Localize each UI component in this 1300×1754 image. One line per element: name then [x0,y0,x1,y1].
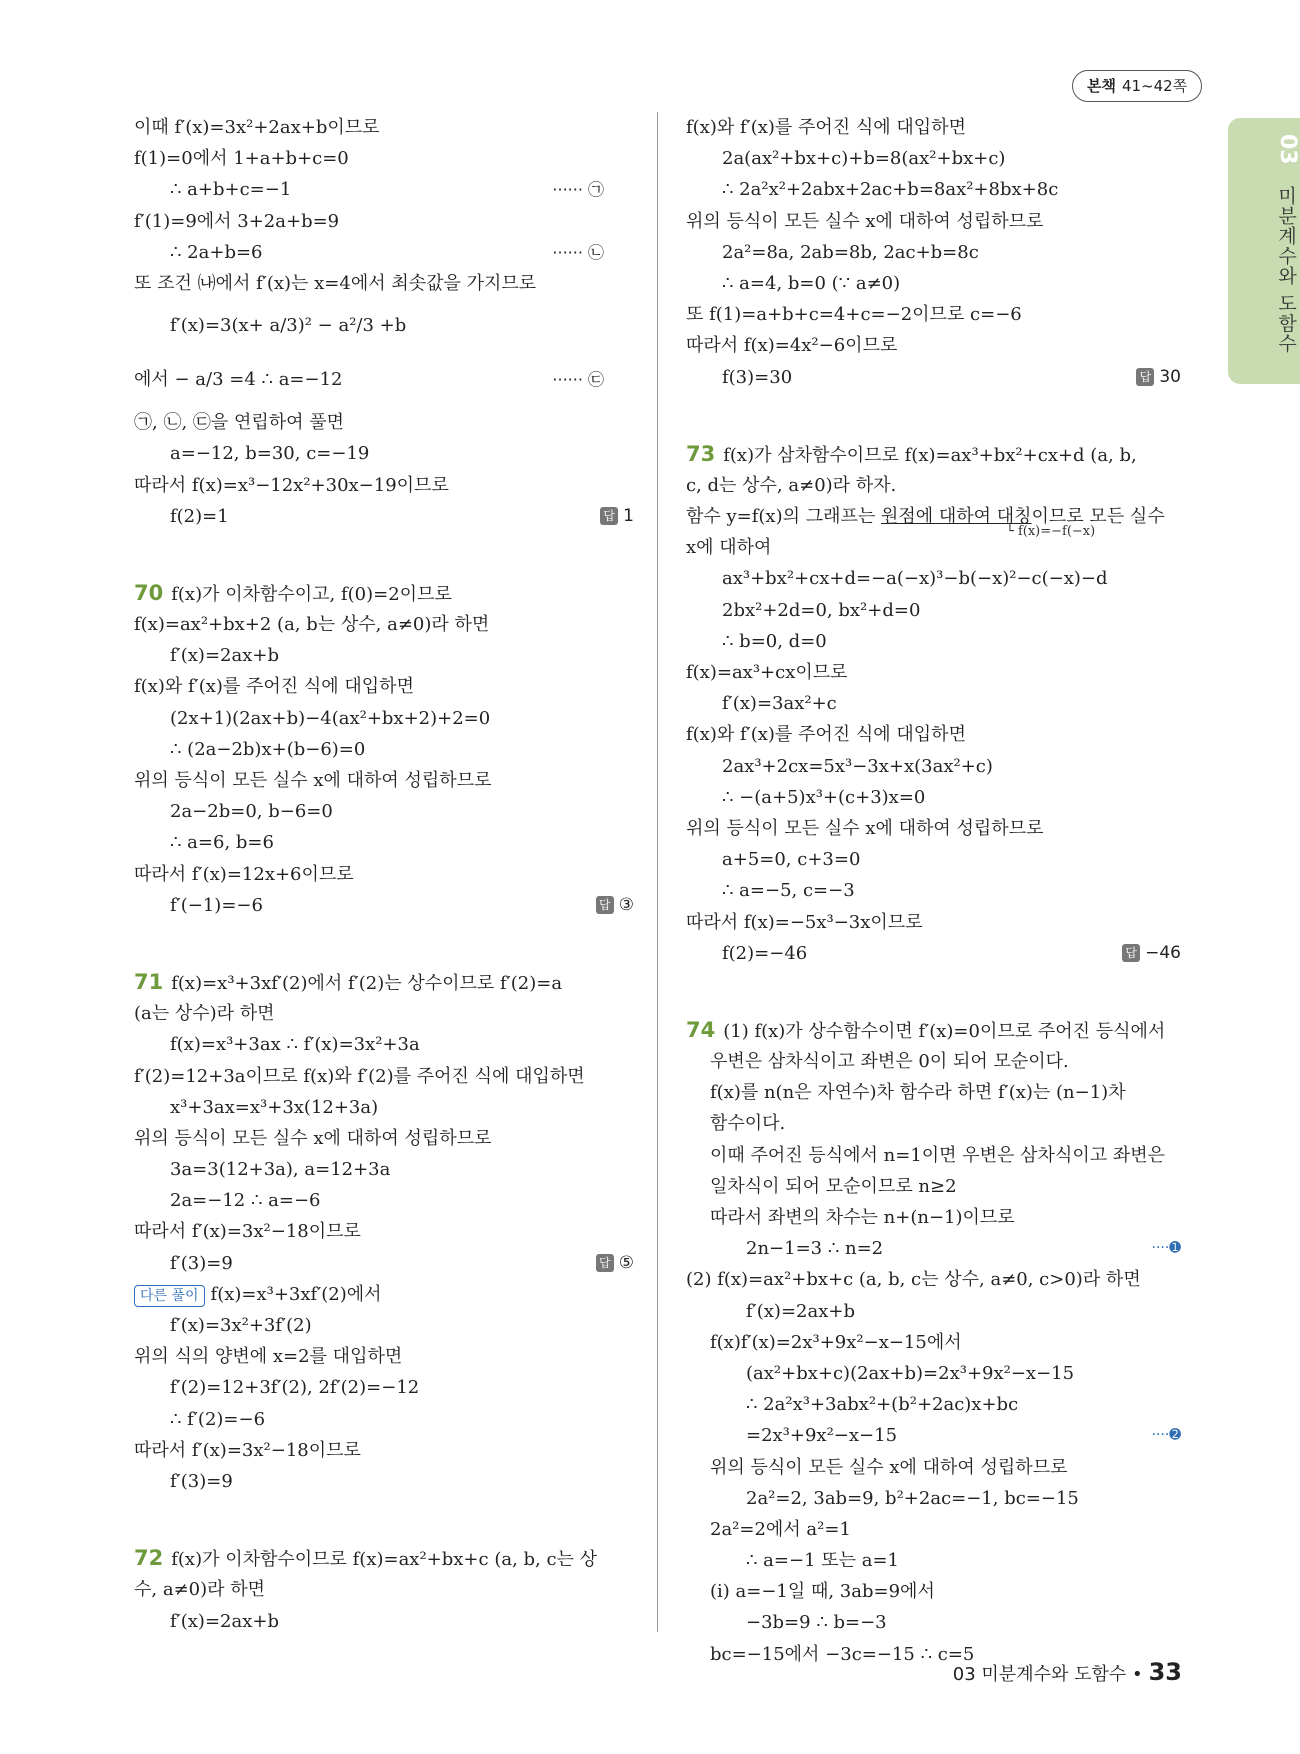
annotation-note: └ f(x)=−f(−x) [1006,524,1096,540]
step-marker: ····➊ [1151,1240,1181,1257]
spacer [134,921,634,967]
text-line: f′(x)=2ax+b [746,1300,855,1322]
text-line: 위의 등식이 모든 실수 x에 대하여 성립하므로 [134,770,492,791]
page-footer: 03 미분계수와 도함수 • 33 [952,1658,1182,1686]
text-line: ∴ a=−5, c=−3 [722,880,855,902]
text-line: ㉠, ㉡, ㉢을 연립하여 풀면 [134,412,345,434]
problem-number: 71 [134,969,164,994]
answer: 답 30 [1136,362,1181,393]
spacer [686,969,1181,1015]
text-line: 일차식이 되어 모순이므로 n≥2 [710,1175,957,1197]
text-line: 함수 y=f(x)의 그래프는 원점에 대하여 대칭이므로 모든 실수 └ f(x)=−f(−x) [686,506,1165,540]
problem-heading: 72 f(x)가 이차함수이므로 f(x)=ax²+bx+c (a, b, c는 상 [134,1546,598,1571]
text-line: f(x)=x³+3ax ∴ f′(x)=3x²+3a [170,1034,420,1056]
text-line: 2bx²+2d=0, bx²+d=0 [722,599,921,621]
text-line: 2a²=2에서 a²=1 [710,1518,851,1540]
text-line: bc=−15에서 −3c=−15 ∴ c=5 [710,1643,975,1665]
text-line: f(x)=ax³+cx이므로 [686,662,848,683]
text-line: ∴ (2a−2b)x+(b−6)=0 [170,738,366,760]
text-line: (2x+1)(2ax+b)−4(ax²+bx+2)+2=0 [170,707,491,729]
problem-heading: 74 (1) f(x)가 상수함수이면 f′(x)=0이므로 주어진 등식에서 [686,1017,1166,1042]
text-line: (2) f(x)=ax²+bx+c (a, b, c는 상수, a≠0, c>0)라 하면 [686,1269,1141,1291]
text-line: 따라서 f′(x)=3x²−18이므로 [134,1221,361,1243]
text-line: (ax²+bx+c)(2ax+b)=2x³+9x²−x−15 [746,1362,1075,1384]
answer-tag: 답 [1136,368,1154,386]
text-line: f′(2)=12+3f′(2), 2f′(2)=−12 [170,1377,420,1399]
text-line: 다른 풀이 f(x)=x³+3xf′(2)에서 [134,1279,634,1310]
text-line: f(x)=ax²+bx+2 (a, b는 상수, a≠0)라 하면 [134,614,490,636]
text-line: ∴ a=4, b=0 (∵ a≠0) [722,272,901,294]
text-line: f′(3)=9 [170,1470,233,1492]
text-line: 2ax³+2cx=5x³−3x+x(3ax²+c) [722,755,993,777]
text-line: f(x)와 f′(x)를 주어진 식에 대입하면 [686,724,966,746]
text-line: a+5=0, c+3=0 [722,849,861,871]
text-line: f(x)와 f′(x)를 주어진 식에 대입하면 [134,676,414,698]
column-divider [657,112,658,1632]
text-line: f(2)=1 답 1 [134,501,634,532]
text-line: 위의 등식이 모든 실수 x에 대하여 성립하므로 [686,817,1044,839]
answer: 답 ⑤ [596,1248,634,1279]
spacer [134,1497,634,1543]
page-number: 33 [1148,1658,1182,1686]
text-line: 위의 등식이 모든 실수 x에 대하여 성립하므로 [134,1127,492,1149]
text-line: ∴ f′(2)=−6 [170,1408,266,1430]
text-line: 위의 등식이 모든 실수 x에 대하여 성립하므로 [710,1456,1068,1478]
text-line: 2a²=2, 3ab=9, b²+2ac=−1, bc=−15 [746,1487,1079,1509]
text-line: f(2)=−46 답 −46 [686,938,1181,969]
text-line: =2x³+9x²−x−15 ····➋ [686,1420,1181,1451]
text-line: f′(1)=9에서 3+2a+b=9 [134,210,340,232]
text-line: 이때 주어진 등식에서 n=1이면 우변은 삼차식이고 좌변은 [710,1144,1165,1166]
text-line: a=−12, b=30, c=−19 [170,443,370,465]
text-line: f(x)f′(x)=2x³+9x²−x−15에서 [710,1331,962,1353]
text-line: f′(2)=12+3a이므로 f(x)와 f′(2)를 주어진 식에 대입하면 [134,1065,585,1087]
text-line: ∴ b=0, d=0 [722,630,827,652]
text-line: 따라서 f′(x)=12x+6이므로 [134,863,354,885]
chapter-side-tab[interactable] [1228,118,1300,384]
step-marker: ····➋ [1151,1427,1181,1444]
text-line: (a는 상수)라 하면 [134,1003,275,1025]
text-line: x에 대하여 [686,537,772,559]
underlined-text: 원점에 대하여 대칭 [881,506,1032,528]
text-line: 3a=3(12+3a), a=12+3a [170,1159,391,1181]
text-line: f(1)=0에서 1+a+b+c=0 [134,148,349,170]
text-line: 2n−1=3 ∴ n=2 ····➊ [686,1233,1181,1264]
circled-label: ······ ㉢ [552,370,604,390]
text-line: 따라서 f(x)=−5x³−3x이므로 [686,911,923,933]
spacer [686,393,1181,439]
text-line: ∴ 2a²x²+2abx+2ac+b=8ax²+8bx+8c [722,179,1059,201]
text-line: 따라서 좌변의 차수는 n+(n−1)이므로 [710,1207,1015,1228]
spacer [134,532,634,578]
problem-heading: 70 f(x)가 이차함수이고, f(0)=2이므로 [134,580,452,605]
left-column [134,112,634,1637]
text-line: ∴ −(a+5)x³+(c+3)x=0 [722,786,926,808]
problem-number: 74 [686,1017,716,1042]
page-reference-badge: 본책 41~42쪽 [1072,70,1202,102]
text-line: ax³+bx²+cx+d=−a(−x)³−b(−x)²−c(−x)−d [722,568,1108,590]
text-line: f′(3)=9 답 ⑤ [134,1248,634,1279]
text-line: 수, a≠0)라 하면 [134,1579,266,1601]
text-line: ∴ a=6, b=6 [170,832,274,854]
answer-tag: 답 [596,896,614,914]
text-line: 2a−2b=0, b−6=0 [170,801,333,823]
text-line: 우변은 삼차식이고 좌변은 0이 되어 모순이다. [710,1051,1069,1073]
problem-number: 73 [686,441,716,466]
text-line: 2a²=8a, 2ab=8b, 2ac+b=8c [722,241,979,263]
text-line: ∴ a=−1 또는 a=1 [746,1550,900,1572]
problem-number: 70 [134,580,164,605]
right-column [686,112,1181,1670]
text-line: f(x)를 n(n은 자연수)차 함수라 하면 f′(x)는 (n−1)차 [710,1082,1126,1104]
text-line: f′(x)=2ax+b [170,645,279,667]
circled-label: ······ ㉠ [552,180,604,200]
text-line: 위의 등식이 모든 실수 x에 대하여 성립하므로 [686,210,1044,232]
text-line: ∴ 2a²x³+3abx²+(b²+2ac)x+bc [746,1394,1019,1416]
text-line: 2a=−12 ∴ a=−6 [170,1190,321,1212]
text-line: ∴ a+b+c=−1 ······ ㉠ [134,174,634,205]
text-line: f(x)와 f′(x)를 주어진 식에 대입하면 [686,117,966,138]
text-line: f(3)=30 답 30 [686,362,1181,393]
text-line: f′(x)=3ax²+c [722,693,837,715]
text-line: (i) a=−1일 때, 3ab=9에서 [710,1581,935,1603]
text-line: 따라서 f(x)=4x²−6이므로 [686,335,898,357]
text-line: 또 f(1)=a+b+c=4+c=−2이므로 c=−6 [686,304,1022,326]
text-line: 에서 − a/3 =4 ∴ a=−12 ······ ㉢ [134,353,634,407]
text-line: 2a(ax²+bx+c)+b=8(ax²+bx+c) [722,148,1006,170]
alternative-solution-label: 다른 풀이 [134,1285,205,1307]
text-line: f′(−1)=−6 답 ③ [134,890,634,921]
answer-tag: 답 [596,1254,614,1272]
math-equation: f′(x)=3(x+ a/3)² − a²/3 +b [170,315,407,337]
answer: 답 −46 [1122,938,1181,969]
text-line: 함수이다. [710,1113,786,1135]
text-line: 따라서 f′(x)=3x²−18이므로 [134,1439,361,1461]
text-line: f′(x)=2ax+b [170,1610,279,1632]
answer-tag: 답 [600,507,618,525]
answer: 답 1 [600,501,634,532]
answer-tag: 답 [1122,944,1140,962]
problem-number: 72 [134,1546,164,1571]
text-line: 따라서 f(x)=x³−12x²+30x−19이므로 [134,474,449,496]
text-line: −3b=9 ∴ b=−3 [746,1612,887,1634]
text-line: x³+3ax=x³+3x(12+3a) [170,1096,379,1118]
text-line: 이때 f′(x)=3x²+2ax+b이므로 [134,117,380,138]
text-line: f′(x)=3x²+3f′(2) [170,1315,312,1336]
problem-heading: 71 f(x)=x³+3xf′(2)에서 f′(2)는 상수이므로 f′(2)=a [134,969,563,994]
circled-label: ······ ㉡ [552,242,604,262]
chapter-number: 03 [1275,134,1300,165]
text-line: 위의 식의 양변에 x=2를 대입하면 [134,1346,403,1368]
chapter-title: 미분계수와 도함수 [1275,186,1297,354]
text-line: ∴ 2a+b=6 ······ ㉡ [134,237,634,268]
text-line: c, d는 상수, a≠0)라 하자. [686,474,897,496]
problem-heading: 73 f(x)가 삼차함수이므로 f(x)=ax³+bx²+cx+d (a, b, [686,441,1137,466]
answer: 답 ③ [596,890,634,921]
text-line: 또 조건 ㈏에서 f′(x)는 x=4에서 최솟값을 가지므로 [134,272,537,294]
